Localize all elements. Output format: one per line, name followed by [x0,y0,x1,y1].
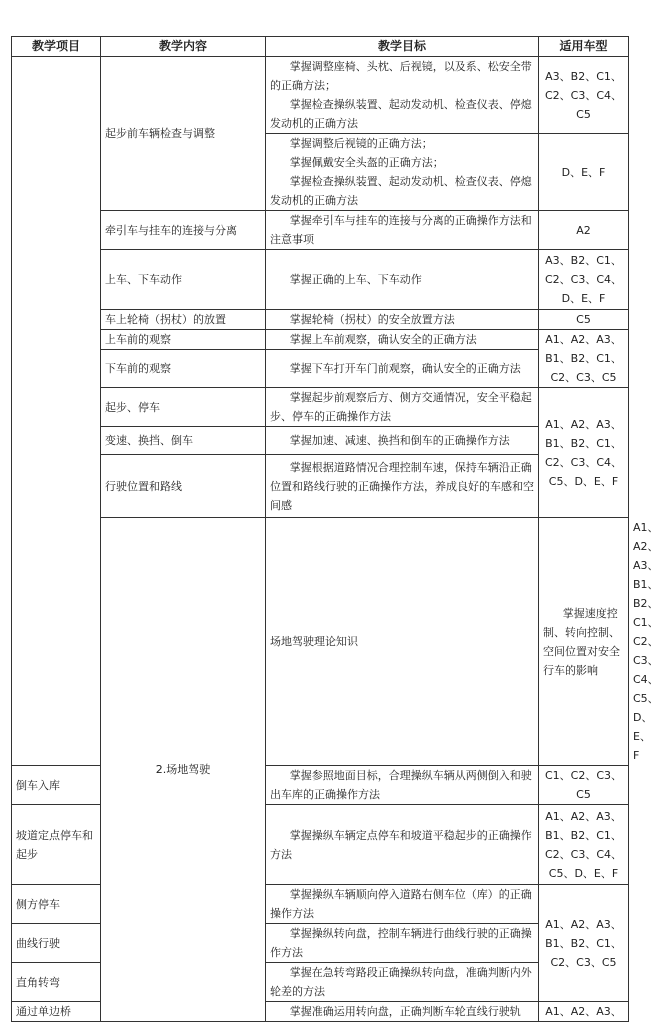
vehicle-types-cell: A1、A2、A3、B1、B2、C1、C2、C3、C5 [539,330,629,388]
goal-cell [266,805,539,885]
content-cell: 下车前的观察 [101,350,266,388]
vehicle-types-cell: A3、B2、C1、C2、C3、C4、D、E、F [539,250,629,310]
goal-cell [266,455,539,518]
goal-line: 掌握佩戴安全头盔的正确方法； [289,156,444,169]
goal-line: 掌握操纵车辆顺向停入道路右侧车位（库）的正确操作方法 [270,888,532,920]
table-row [12,388,629,427]
header-teaching-content: 教学内容 [101,37,266,57]
goal-line: 掌握轮椅（拐杖）的安全放置方法 [289,313,455,326]
goal-line: 掌握操纵车辆定点停车和坡道平稳起步的正确操作方法 [270,828,532,861]
table-row [12,310,629,330]
vehicle-types-cell: A1、A2、A3、 [539,1002,629,1022]
table-row [12,250,629,310]
vehicle-types-cell: A3、B2、C1、C2、C3、C4、C5 [539,57,629,134]
goal-line: 掌握上车前观察，确认安全的正确方法 [289,333,477,346]
vehicle-types-cell: C1、C2、C3、C5 [539,766,629,805]
content-cell: 侧方停车 [12,885,101,924]
goal-line: 掌握加速、减速、换挡和倒车的正确操作方法 [289,434,510,447]
goal-cell [266,924,539,963]
goal-cell [266,885,539,924]
header-teaching-goal: 教学目标 [266,37,539,57]
driving-syllabus-table [11,36,659,1022]
goal-line: 掌握起步前观察后方、侧方交通情况，安全平稳起步、停车的正确操作方法 [270,391,532,423]
content-cell: 通过单边桥 [12,1002,101,1022]
goal-line: 掌握正确的上车、下车动作 [289,273,422,286]
goal-line: 掌握操纵转向盘，控制车辆进行曲线行驶的正确操作方法 [270,927,532,959]
content-cell: 坡道定点停车和起步 [12,805,101,885]
goal-cell [266,57,539,134]
content-cell: 变速、换挡、倒车 [101,427,266,455]
vehicle-types-cell: D、E、F [539,134,629,211]
content-cell: 起步、停车 [101,388,266,427]
content-cell: 车上轮椅（拐杖）的放置 [101,310,266,330]
content-cell: 上车前的观察 [101,330,266,350]
content-cell: 直角转弯 [12,963,101,1002]
goal-line: 掌握根据道路情况合理控制车速，保持车辆沿正确位置和路线行驶的正确操作方法，养成良好的车感和空间感 [270,460,534,512]
table-row: 2.场地驾驶 场地驾驶理论知识 掌握速度控制、转向控制、空间位置对安全行车的影响 A1、A2、A3、B1、B2、C1、C2、C3、C4、C5、D、E、F [12,518,629,766]
content-cell: 场地驾驶理论知识 [266,518,539,766]
goal-line: 掌握在急转弯路段正确操纵转向盘，准确判断内外轮差的方法 [270,966,532,998]
goal-cell [266,330,539,350]
vehicle-types-cell: A1、A2、A3、B1、B2、C1、C2、C3、C4、C5、D、E、F [539,805,629,885]
goal-cell [266,250,539,310]
vehicle-types-cell: A2 [539,211,629,250]
table-row [12,427,629,455]
goal-cell [266,1002,539,1022]
goal-line: 掌握检查操纵装置、起动发动机、检查仪表、停熄发动机的正确方法 [270,175,532,207]
goal-cell [266,427,539,455]
goal-line: 掌握牵引车与挂车的连接与分离的正确操作方法和注意事项 [270,214,532,246]
goal-cell [266,350,539,388]
table-row [12,350,629,388]
goal-line: 掌握下车打开车门前观察，确认安全的正确方法 [289,362,521,375]
header-vehicle-types: 适用车型 [539,37,629,57]
content-cell: 起步前车辆检查与调整 [101,57,266,211]
table-header-row [12,37,629,57]
goal-line: 掌握速度控制、转向控制、空间位置对安全行车的影响 [543,606,620,677]
goal-cell [266,310,539,330]
goal-line: 掌握参照地面目标，合理操纵车辆从两侧倒入和驶出车库的正确操作方法 [270,769,532,801]
content-cell: 倒车入库 [12,766,101,805]
goal-cell [266,134,539,211]
goal-cell [266,963,539,1002]
table-row [12,455,629,518]
content-cell: 上车、下车动作 [101,250,266,310]
section-2-project-cell: 2.场地驾驶 [101,518,266,1022]
vehicle-types-cell: C5 [539,310,629,330]
goal-cell [539,518,629,766]
content-cell: 曲线行驶 [12,924,101,963]
goal-cell [266,211,539,250]
table-row [12,330,629,350]
table-row [12,211,629,250]
goal-line: 掌握检查操纵装置、起动发动机、检查仪表、停熄发动机的正确方法 [270,98,532,130]
goal-line: 掌握调整后视镜的正确方法； [289,137,433,150]
goal-line: 掌握调整座椅、头枕、后视镜，以及系、松安全带的正确方法； [270,60,532,92]
content-cell: 行驶位置和路线 [101,455,266,518]
vehicle-types-cell: A1、A2、A3、B1、B2、C1、C2、C3、C4、C5、D、E、F [539,388,629,518]
content-cell: 牵引车与挂车的连接与分离 [101,211,266,250]
header-teaching-project: 教学项目 [12,37,101,57]
table-row [12,57,629,134]
goal-cell [266,388,539,427]
section-1-project-cell [12,57,101,766]
goal-cell [266,766,539,805]
vehicle-types-cell: A1、A2、A3、B1、B2、C1、C2、C3、C5 [539,885,629,1002]
goal-line: 掌握准确运用转向盘，正确判断车轮直线行驶轨 [289,1005,521,1018]
